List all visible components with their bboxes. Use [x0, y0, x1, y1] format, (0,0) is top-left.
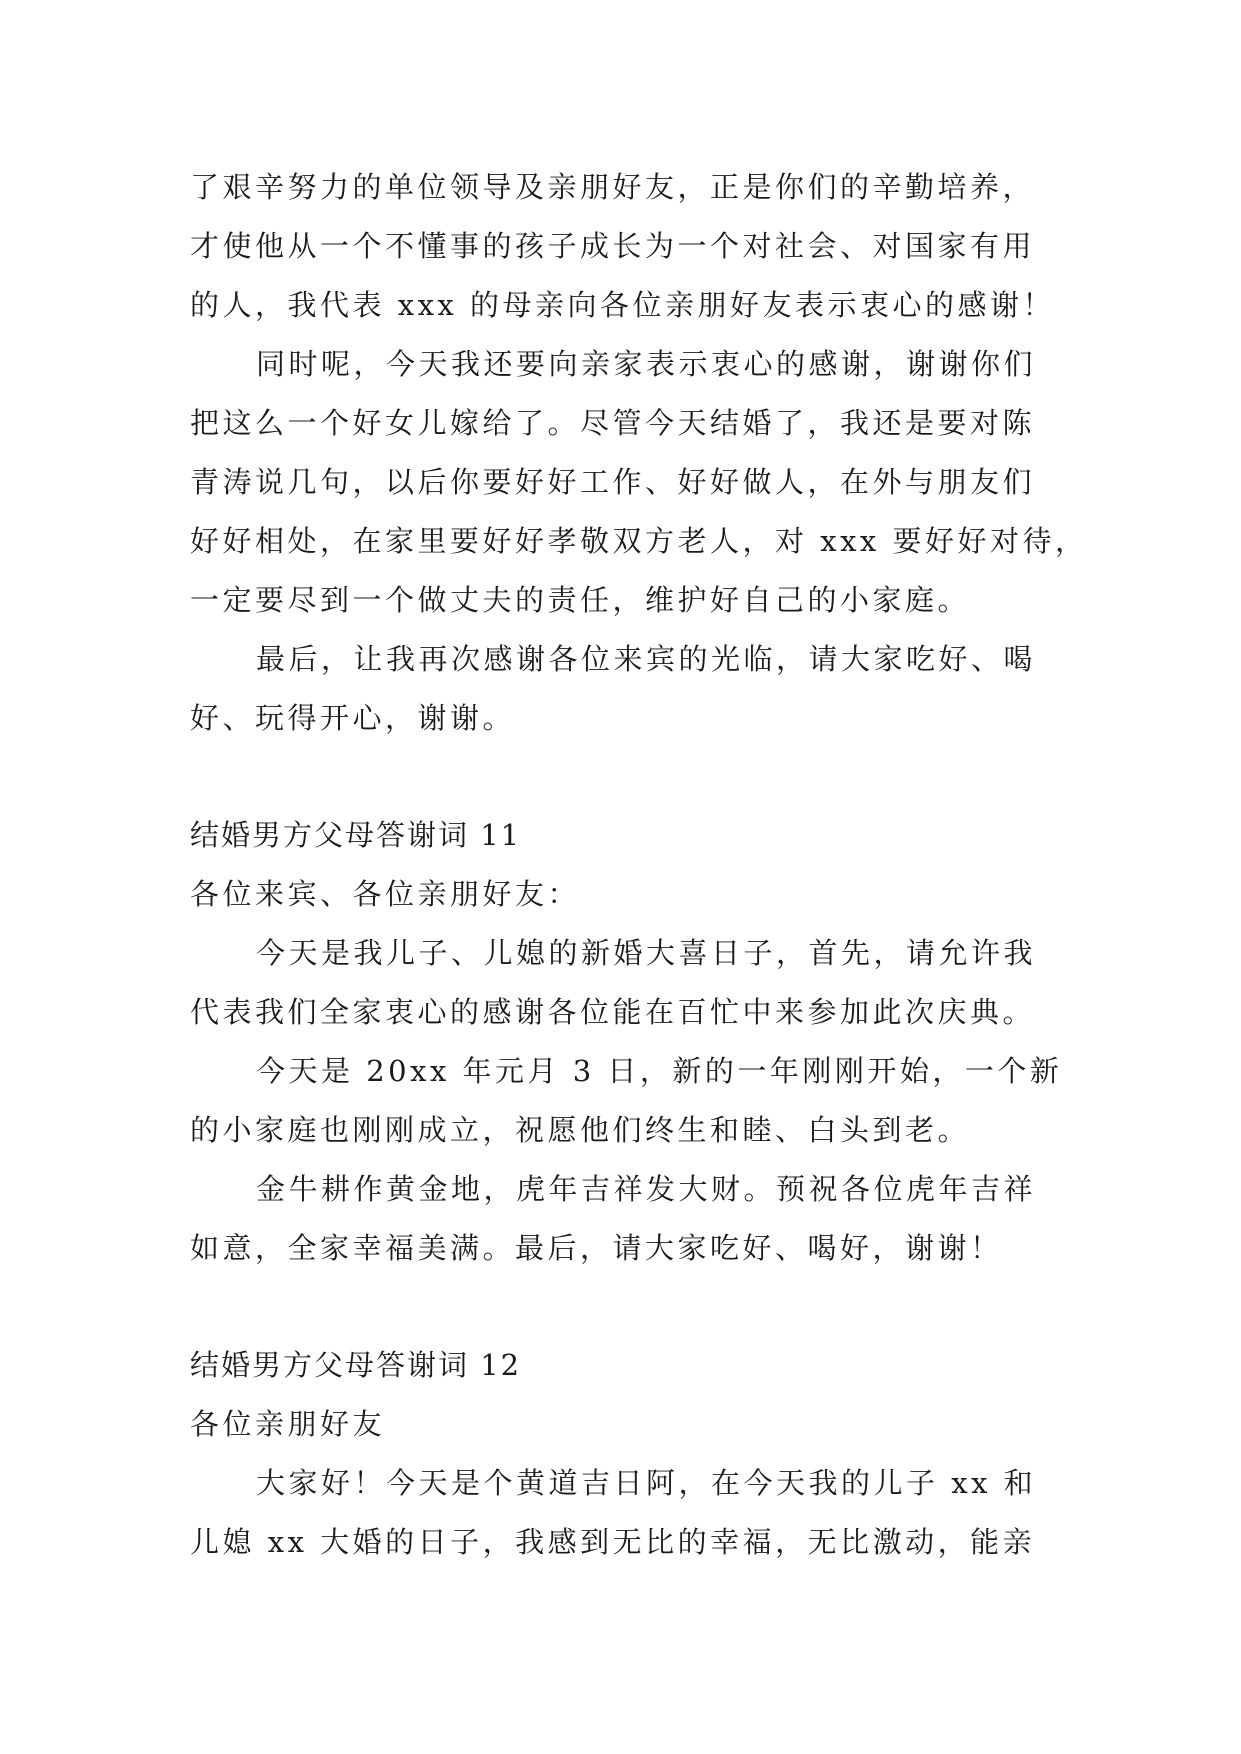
text-line: 儿媳 xx 大婚的日子，我感到无比的幸福，无比激动，能亲: [190, 1525, 1036, 1559]
text-line: 大家好！今天是个黄道吉日阿，在今天我的儿子 xx 和: [256, 1466, 1037, 1500]
paragraph: [190, 1042, 1063, 1160]
text-line: 代表我们全家衷心的感谢各位能在百忙中来参加此次庆典。: [190, 995, 1036, 1029]
text-line: 今天是 20xx 年元月 3 日，新的一年刚刚开始，一个新: [256, 1054, 1063, 1088]
text-line: 的人，我代表 xxx 的母亲向各位亲朋好友表示衷心的感谢！: [190, 288, 1056, 322]
paragraph: [190, 630, 1060, 748]
section-title: 结婚男方父母答谢词 12: [190, 1348, 522, 1382]
text-line: 如意，全家幸福美满。最后，请大家吃好、喝好，谢谢！: [190, 1231, 1003, 1265]
text-line: 金牛耕作黄金地，虎年吉祥发大财。预祝各位虎年吉祥: [256, 1172, 1037, 1206]
paragraph: [190, 1160, 1060, 1278]
text-line: 好、玩得开心，谢谢。: [190, 701, 516, 735]
section-12: [190, 1336, 1060, 1572]
salutation: 各位来宾、各位亲朋好友：: [190, 877, 581, 911]
text-line: 青涛说几句，以后你要好好工作、好好做人，在外与朋友们: [190, 465, 1036, 499]
paragraph: [190, 924, 1060, 1042]
paragraph-continued: [190, 158, 1060, 335]
text-line: 的小家庭也刚刚成立，祝愿他们终生和睦、白头到老。: [190, 1113, 971, 1147]
paragraph: [190, 1454, 1060, 1572]
section-11: [190, 806, 1063, 1278]
salutation: 各位亲朋好友: [190, 1407, 386, 1441]
section-spacer: [190, 748, 1060, 806]
text-line: 最后，让我再次感谢各位来宾的光临，请大家吃好、喝: [256, 642, 1037, 676]
paragraph: [190, 335, 1088, 630]
document-page: [190, 158, 1088, 1572]
text-line: 一定要尽到一个做丈夫的责任，维护好自己的小家庭。: [190, 583, 971, 617]
text-line: 才使他从一个不懂事的孩子成长为一个对社会、对国家有用: [190, 229, 1036, 263]
text-line: 好好相处，在家里要好好孝敬双方老人，对 xxx 要好好对待，: [190, 524, 1088, 558]
text-line: 把这么一个好女儿嫁给了。尽管今天结婚了，我还是要对陈: [190, 406, 1036, 440]
text-line: 了艰辛努力的单位领导及亲朋好友，正是你们的辛勤培养，: [190, 170, 1036, 204]
section-10-continuation: [190, 158, 1088, 748]
section-spacer: [190, 1278, 1060, 1336]
text-line: 同时呢，今天我还要向亲家表示衷心的感谢，谢谢你们: [256, 347, 1037, 381]
section-title: 结婚男方父母答谢词 11: [190, 818, 522, 852]
text-line: 今天是我儿子、儿媳的新婚大喜日子，首先，请允许我: [256, 936, 1037, 970]
